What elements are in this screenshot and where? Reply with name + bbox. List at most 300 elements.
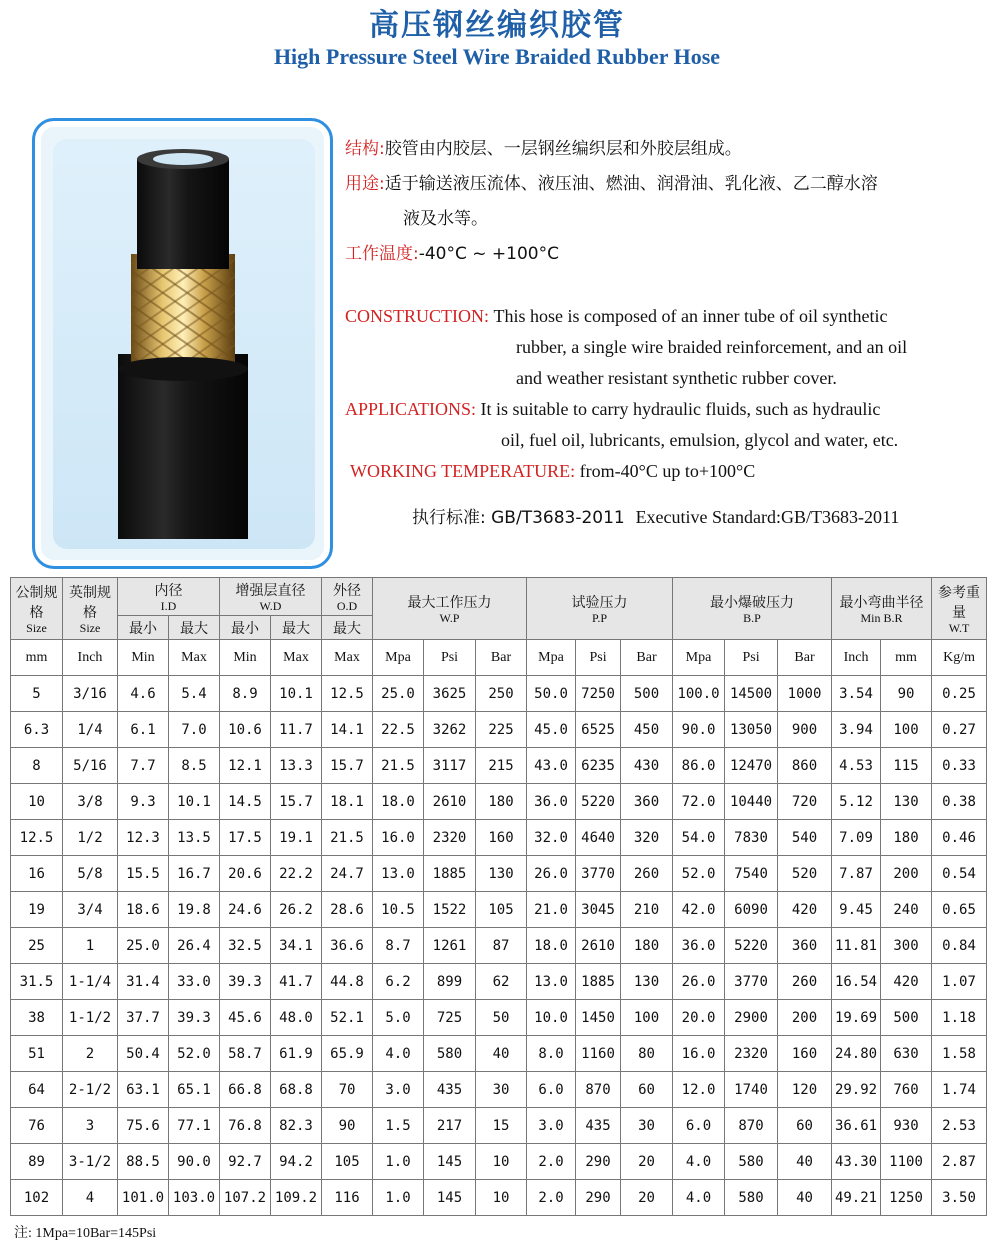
table-row — [11, 1108, 987, 1144]
table-cell: 1885 — [424, 856, 476, 892]
table-cell: 160 — [778, 1036, 832, 1072]
unit-cell: Min — [220, 640, 271, 676]
table-cell: 70 — [322, 1072, 373, 1108]
usage-line — [345, 168, 985, 200]
table-cell: 540 — [778, 820, 832, 856]
table-cell: 58.7 — [220, 1036, 271, 1072]
table-cell: 31.4 — [118, 964, 169, 1000]
table-cell: 2320 — [725, 1036, 778, 1072]
table-cell: 37.7 — [118, 1000, 169, 1036]
unit-cell: Psi — [424, 640, 476, 676]
product-photo — [53, 139, 315, 549]
table-cell: 1 — [63, 928, 118, 964]
table-cell: 38 — [11, 1000, 63, 1036]
unit-cell: Bar — [476, 640, 527, 676]
table-cell: 21.0 — [527, 892, 576, 928]
applications-text-2: oil, fuel oil, lubricants, emulsion, glycol and water, etc. — [501, 430, 899, 450]
table-cell: 107.2 — [220, 1180, 271, 1216]
table-cell: 62 — [476, 964, 527, 1000]
table-cell: 2900 — [725, 1000, 778, 1036]
table-cell: 105 — [476, 892, 527, 928]
table-cell: 260 — [621, 856, 673, 892]
table-cell: 520 — [778, 856, 832, 892]
table-cell: 10.6 — [220, 712, 271, 748]
table-row — [11, 1072, 987, 1108]
table-cell: 725 — [424, 1000, 476, 1036]
table-cell: 14.1 — [322, 712, 373, 748]
header-wd: 增强层直径 W.D — [220, 578, 322, 616]
table-cell: 51 — [11, 1036, 63, 1072]
table-cell: 7250 — [576, 676, 621, 712]
table-cell: 450 — [621, 712, 673, 748]
unit-cell: Psi — [576, 640, 621, 676]
table-cell: 260 — [778, 964, 832, 1000]
temperature-text: -40°C ~ +100°C — [418, 244, 559, 264]
table-cell: 25 — [11, 928, 63, 964]
table-cell: 217 — [424, 1108, 476, 1144]
table-cell: 90.0 — [673, 712, 725, 748]
table-cell: 3.0 — [373, 1072, 424, 1108]
table-row — [11, 784, 987, 820]
table-cell: 300 — [881, 928, 932, 964]
construction-line-2 — [516, 331, 986, 363]
table-cell: 760 — [881, 1072, 932, 1108]
table-cell: 899 — [424, 964, 476, 1000]
header-wp: 最大工作压力 W.P — [373, 578, 527, 640]
table-row — [11, 712, 987, 748]
table-cell: 60 — [621, 1072, 673, 1108]
table-cell: 5 — [11, 676, 63, 712]
table-cell: 8.9 — [220, 676, 271, 712]
units-row — [11, 640, 987, 676]
table-cell: 14.5 — [220, 784, 271, 820]
table-cell: 40 — [778, 1180, 832, 1216]
table-cell: 68.8 — [271, 1072, 322, 1108]
table-cell: 86.0 — [673, 748, 725, 784]
table-cell: 1.07 — [932, 964, 987, 1000]
table-cell: 3117 — [424, 748, 476, 784]
table-cell: 20 — [621, 1144, 673, 1180]
table-cell: 290 — [576, 1180, 621, 1216]
table-cell: 8 — [11, 748, 63, 784]
table-cell: 3 — [63, 1108, 118, 1144]
construction-text-1: This hose is composed of an inner tube of oil synthetic — [493, 306, 888, 326]
table-cell: 33.0 — [169, 964, 220, 1000]
table-cell: 26.0 — [673, 964, 725, 1000]
table-cell: 12470 — [725, 748, 778, 784]
table-cell: 720 — [778, 784, 832, 820]
table-cell: 1000 — [778, 676, 832, 712]
table-cell: 36.6 — [322, 928, 373, 964]
table-cell: 12.5 — [322, 676, 373, 712]
table-cell: 50 — [476, 1000, 527, 1036]
table-cell: 3.94 — [832, 712, 881, 748]
table-cell: 145 — [424, 1180, 476, 1216]
header-wd-min: 最小 — [220, 616, 271, 640]
table-cell: 10.1 — [271, 676, 322, 712]
table-cell: 0.33 — [932, 748, 987, 784]
table-cell: 44.8 — [322, 964, 373, 1000]
table-cell: 10.1 — [169, 784, 220, 820]
table-cell: 115 — [881, 748, 932, 784]
table-cell: 28.6 — [322, 892, 373, 928]
table-cell: 30 — [476, 1072, 527, 1108]
table-cell: 630 — [881, 1036, 932, 1072]
table-cell: 3/8 — [63, 784, 118, 820]
unit-cell: Max — [322, 640, 373, 676]
table-cell: 420 — [778, 892, 832, 928]
table-cell: 89 — [11, 1144, 63, 1180]
table-cell: 1885 — [576, 964, 621, 1000]
table-cell: 12.3 — [118, 820, 169, 856]
table-cell: 13.0 — [373, 856, 424, 892]
table-cell: 860 — [778, 748, 832, 784]
header-size-inch: 英制规格 Size — [63, 578, 118, 640]
table-cell: 94.2 — [271, 1144, 322, 1180]
table-cell: 48.0 — [271, 1000, 322, 1036]
table-cell: 50.4 — [118, 1036, 169, 1072]
table-cell: 7.87 — [832, 856, 881, 892]
table-cell: 15.5 — [118, 856, 169, 892]
table-cell: 10.5 — [373, 892, 424, 928]
table-cell: 100 — [621, 1000, 673, 1036]
table-cell: 90 — [881, 676, 932, 712]
header-size-mm: 公制规格 Size — [11, 578, 63, 640]
table-cell: 180 — [476, 784, 527, 820]
temperature-label: 工作温度: — [345, 244, 419, 264]
table-cell: 20.0 — [673, 1000, 725, 1036]
table-cell: 29.92 — [832, 1072, 881, 1108]
table-cell: 65.9 — [322, 1036, 373, 1072]
usage-line-2 — [403, 203, 994, 235]
table-cell: 3.0 — [527, 1108, 576, 1144]
table-cell: 930 — [881, 1108, 932, 1144]
table-cell: 0.27 — [932, 712, 987, 748]
table-row — [11, 748, 987, 784]
table-cell: 1261 — [424, 928, 476, 964]
table-cell: 215 — [476, 748, 527, 784]
unit-cell: Bar — [778, 640, 832, 676]
construction-text-3: and weather resistant synthetic rubber cover. — [516, 368, 837, 388]
table-cell: 36.61 — [832, 1108, 881, 1144]
applications-label: APPLICATIONS: — [345, 399, 477, 419]
construction-line-1 — [345, 300, 985, 332]
temperature-line — [345, 238, 985, 270]
unit-cell: Psi — [725, 640, 778, 676]
table-cell: 5.0 — [373, 1000, 424, 1036]
table-cell: 3.54 — [832, 676, 881, 712]
table-cell: 1.18 — [932, 1000, 987, 1036]
table-cell: 1.74 — [932, 1072, 987, 1108]
table-cell: 40 — [778, 1144, 832, 1180]
table-cell: 21.5 — [322, 820, 373, 856]
table-cell: 1-1/4 — [63, 964, 118, 1000]
table-cell: 580 — [424, 1036, 476, 1072]
table-cell: 225 — [476, 712, 527, 748]
table-cell: 13.0 — [527, 964, 576, 1000]
unit-cell: Max — [271, 640, 322, 676]
table-cell: 160 — [476, 820, 527, 856]
table-cell: 92.7 — [220, 1144, 271, 1180]
table-cell: 7830 — [725, 820, 778, 856]
table-cell: 1-1/2 — [63, 1000, 118, 1036]
table-cell: 10440 — [725, 784, 778, 820]
table-cell: 1522 — [424, 892, 476, 928]
table-cell: 10 — [476, 1144, 527, 1180]
table-cell: 6.0 — [673, 1108, 725, 1144]
table-cell: 1.0 — [373, 1144, 424, 1180]
table-cell: 6235 — [576, 748, 621, 784]
table-cell: 1250 — [881, 1180, 932, 1216]
table-cell: 580 — [725, 1180, 778, 1216]
table-cell: 12.1 — [220, 748, 271, 784]
table-cell: 10 — [11, 784, 63, 820]
table-row — [11, 928, 987, 964]
table-cell: 7.0 — [169, 712, 220, 748]
table-cell: 36.0 — [673, 928, 725, 964]
table-cell: 22.2 — [271, 856, 322, 892]
page-title-en: High Pressure Steel Wire Braided Rubber Hose — [273, 44, 721, 69]
table-cell: 435 — [424, 1072, 476, 1108]
table-cell: 15.7 — [322, 748, 373, 784]
table-cell: 1.58 — [932, 1036, 987, 1072]
table-cell: 6.0 — [527, 1072, 576, 1108]
table-cell: 42.0 — [673, 892, 725, 928]
table-cell: 2-1/2 — [63, 1072, 118, 1108]
table-cell: 430 — [621, 748, 673, 784]
table-cell: 30 — [621, 1108, 673, 1144]
table-cell: 1/4 — [63, 712, 118, 748]
table-cell: 3770 — [725, 964, 778, 1000]
table-row — [11, 676, 987, 712]
usage-text-1: 适于输送液压流体、液压油、燃油、润滑油、乳化液、乙二醇水溶 — [384, 174, 878, 194]
table-cell: 39.3 — [169, 1000, 220, 1036]
table-row — [11, 964, 987, 1000]
table-cell: 66.8 — [220, 1072, 271, 1108]
table-cell: 87 — [476, 928, 527, 964]
table-cell: 360 — [621, 784, 673, 820]
table-cell: 4.0 — [673, 1144, 725, 1180]
table-cell: 41.7 — [271, 964, 322, 1000]
unit-cell: Inch — [63, 640, 118, 676]
table-cell: 5.4 — [169, 676, 220, 712]
table-cell: 61.9 — [271, 1036, 322, 1072]
table-cell: 0.38 — [932, 784, 987, 820]
table-cell: 76.8 — [220, 1108, 271, 1144]
table-cell: 24.6 — [220, 892, 271, 928]
table-cell: 2 — [63, 1036, 118, 1072]
table-cell: 36.0 — [527, 784, 576, 820]
table-cell: 870 — [576, 1072, 621, 1108]
table-cell: 49.21 — [832, 1180, 881, 1216]
table-cell: 101.0 — [118, 1180, 169, 1216]
unit-cell: mm — [881, 640, 932, 676]
header-wt: 参考重量 W.T — [932, 578, 987, 640]
table-cell: 1450 — [576, 1000, 621, 1036]
table-cell: 18.0 — [527, 928, 576, 964]
table-cell: 43.0 — [527, 748, 576, 784]
header-pp: 试验压力 P.P — [527, 578, 673, 640]
unit-cell: mm — [11, 640, 63, 676]
braided-hose-illustration — [53, 139, 315, 549]
table-cell: 320 — [621, 820, 673, 856]
table-cell: 65.1 — [169, 1072, 220, 1108]
table-cell: 32.5 — [220, 928, 271, 964]
table-cell: 3625 — [424, 676, 476, 712]
table-cell: 102 — [11, 1180, 63, 1216]
table-cell: 210 — [621, 892, 673, 928]
table-cell: 16 — [11, 856, 63, 892]
table-cell: 40 — [476, 1036, 527, 1072]
table-cell: 130 — [476, 856, 527, 892]
table-row — [11, 1000, 987, 1036]
product-photo-frame — [32, 118, 333, 569]
table-cell: 12.0 — [673, 1072, 725, 1108]
table-cell: 180 — [621, 928, 673, 964]
table-cell: 45.6 — [220, 1000, 271, 1036]
table-cell: 20.6 — [220, 856, 271, 892]
working-temperature-text: from-40°C up to+100°C — [579, 461, 756, 481]
table-cell: 25.0 — [118, 928, 169, 964]
table-cell: 21.5 — [373, 748, 424, 784]
table-cell: 4640 — [576, 820, 621, 856]
table-cell: 8.7 — [373, 928, 424, 964]
table-cell: 7.7 — [118, 748, 169, 784]
table-cell: 1.0 — [373, 1180, 424, 1216]
standard-cn: 执行标准: GB/T3683-2011 — [412, 508, 625, 528]
table-cell: 2610 — [576, 928, 621, 964]
table-cell: 19.1 — [271, 820, 322, 856]
table-cell: 3/4 — [63, 892, 118, 928]
table-cell: 0.65 — [932, 892, 987, 928]
table-cell: 5220 — [576, 784, 621, 820]
table-cell: 870 — [725, 1108, 778, 1144]
table-cell: 109.2 — [271, 1180, 322, 1216]
usage-text-2: 液及水等。 — [403, 209, 488, 229]
table-cell: 8.5 — [169, 748, 220, 784]
table-cell: 90 — [322, 1108, 373, 1144]
header-od-max: 最大 — [322, 616, 373, 640]
table-cell: 200 — [778, 1000, 832, 1036]
table-cell: 5.12 — [832, 784, 881, 820]
table-cell: 100 — [881, 712, 932, 748]
table-cell: 9.45 — [832, 892, 881, 928]
header-od: 外径 O.D — [322, 578, 373, 616]
table-cell: 145 — [424, 1144, 476, 1180]
table-cell: 54.0 — [673, 820, 725, 856]
page-title-cn: 高压钢丝编织胶管 — [369, 8, 625, 43]
footnote: 注: 1Mpa=10Bar=145Psi — [14, 1226, 157, 1241]
table-cell: 435 — [576, 1108, 621, 1144]
table-cell: 63.1 — [118, 1072, 169, 1108]
structure-line — [345, 133, 985, 165]
table-cell: 15.7 — [271, 784, 322, 820]
table-cell: 76 — [11, 1108, 63, 1144]
table-cell: 1.5 — [373, 1108, 424, 1144]
usage-label: 用途: — [345, 174, 385, 194]
table-cell: 2.0 — [527, 1144, 576, 1180]
unit-cell: Bar — [621, 640, 673, 676]
table-cell: 6525 — [576, 712, 621, 748]
table-cell: 2.0 — [527, 1180, 576, 1216]
applications-line-1 — [345, 393, 985, 425]
table-cell: 2.87 — [932, 1144, 987, 1180]
table-cell: 19.69 — [832, 1000, 881, 1036]
table-cell: 1/2 — [63, 820, 118, 856]
header-id-max: 最大 — [169, 616, 220, 640]
table-cell: 2320 — [424, 820, 476, 856]
working-temperature-line — [350, 455, 990, 487]
table-cell: 7.09 — [832, 820, 881, 856]
table-cell: 4 — [63, 1180, 118, 1216]
table-cell: 22.5 — [373, 712, 424, 748]
table-cell: 10 — [476, 1180, 527, 1216]
applications-line-2 — [501, 424, 986, 456]
working-temperature-label: WORKING TEMPERATURE: — [350, 461, 576, 481]
table-cell: 103.0 — [169, 1180, 220, 1216]
table-cell: 26.2 — [271, 892, 322, 928]
table-cell: 0.84 — [932, 928, 987, 964]
table-cell: 3770 — [576, 856, 621, 892]
table-cell: 31.5 — [11, 964, 63, 1000]
unit-cell: Mpa — [527, 640, 576, 676]
table-cell: 240 — [881, 892, 932, 928]
table-row — [11, 1144, 987, 1180]
table-cell: 16.0 — [673, 1036, 725, 1072]
table-cell: 4.0 — [673, 1180, 725, 1216]
table-cell: 39.3 — [220, 964, 271, 1000]
table-cell: 7540 — [725, 856, 778, 892]
table-cell: 19.8 — [169, 892, 220, 928]
table-cell: 4.6 — [118, 676, 169, 712]
table-cell: 200 — [881, 856, 932, 892]
structure-text: 胶管由内胶层、一层钢丝编织层和外胶层组成。 — [384, 139, 742, 159]
table-cell: 3262 — [424, 712, 476, 748]
table-cell: 72.0 — [673, 784, 725, 820]
table-cell: 18.0 — [373, 784, 424, 820]
table-cell: 900 — [778, 712, 832, 748]
table-cell: 250 — [476, 676, 527, 712]
table-cell: 60 — [778, 1108, 832, 1144]
table-cell: 77.1 — [169, 1108, 220, 1144]
unit-cell: Max — [169, 640, 220, 676]
table-cell: 80 — [621, 1036, 673, 1072]
table-cell: 18.1 — [322, 784, 373, 820]
table-cell: 75.6 — [118, 1108, 169, 1144]
unit-cell: Mpa — [373, 640, 424, 676]
table-cell: 1100 — [881, 1144, 932, 1180]
table-row — [11, 856, 987, 892]
table-cell: 11.7 — [271, 712, 322, 748]
table-cell: 6.3 — [11, 712, 63, 748]
table-cell: 500 — [881, 1000, 932, 1036]
table-row — [11, 1036, 987, 1072]
table-cell: 13.5 — [169, 820, 220, 856]
table-cell: 5220 — [725, 928, 778, 964]
table-cell: 24.80 — [832, 1036, 881, 1072]
table-row — [11, 820, 987, 856]
table-cell: 90.0 — [169, 1144, 220, 1180]
table-cell: 360 — [778, 928, 832, 964]
table-cell: 130 — [881, 784, 932, 820]
table-cell: 116 — [322, 1180, 373, 1216]
table-cell: 3-1/2 — [63, 1144, 118, 1180]
table-cell: 13050 — [725, 712, 778, 748]
table-cell: 45.0 — [527, 712, 576, 748]
table-cell: 17.5 — [220, 820, 271, 856]
table-cell: 11.81 — [832, 928, 881, 964]
table-cell: 1160 — [576, 1036, 621, 1072]
